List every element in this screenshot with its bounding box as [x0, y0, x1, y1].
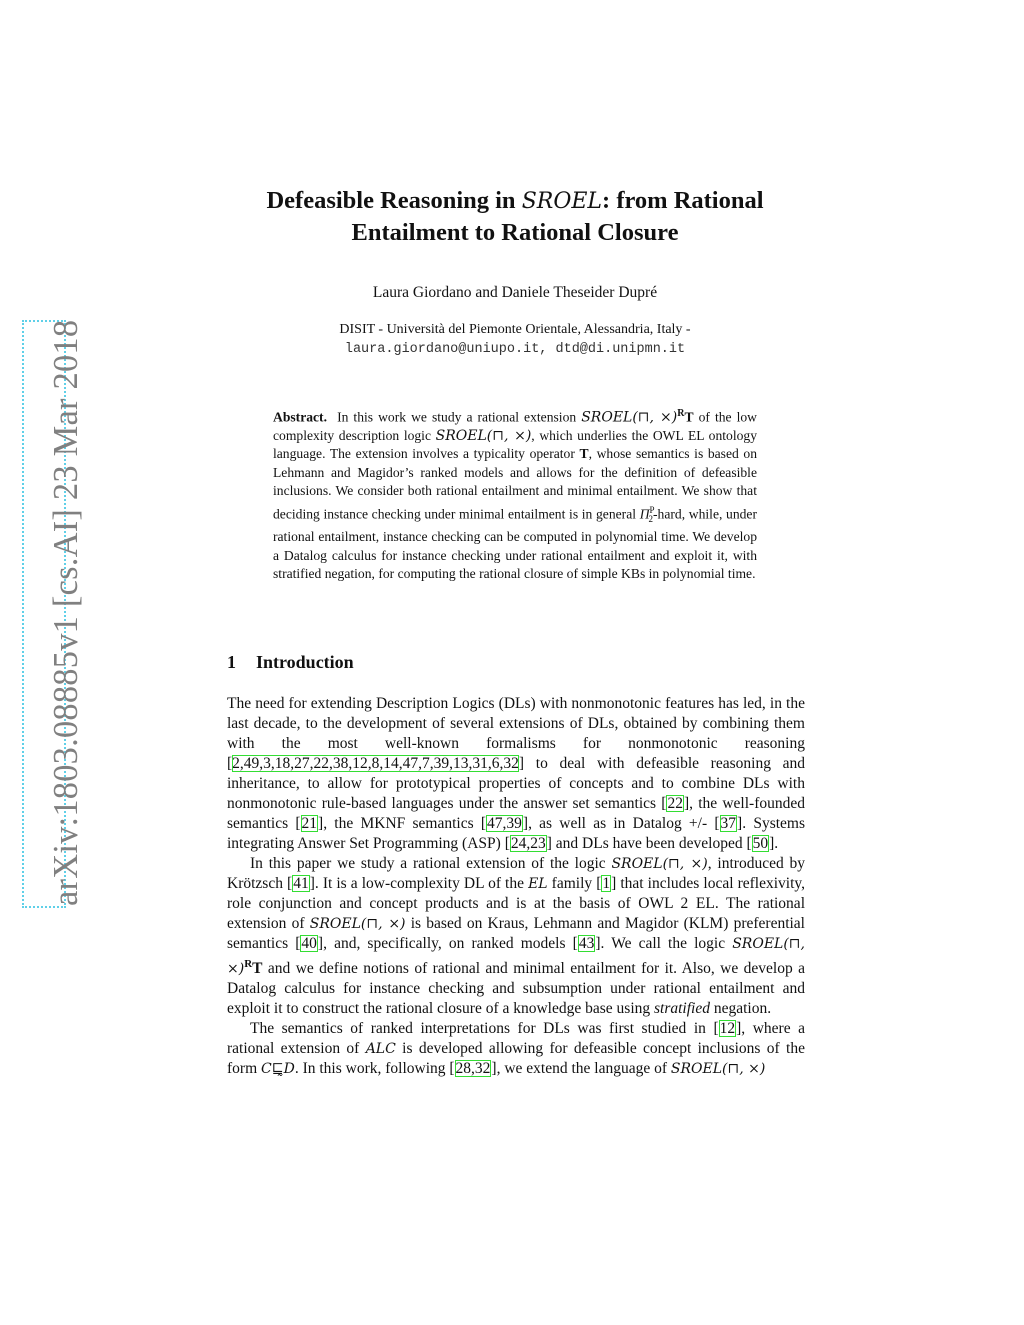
introduction-body	[227, 694, 805, 1079]
citation-link[interactable]: 22	[667, 795, 683, 812]
abstract: Abstract. In this work we study a rational extension SROEL(⊓, ×)$^R$T of the low complexity description logic SROEL(⊓, ×), which underlies the OWL EL ontology language. The extension involves a typicality operator T, whose semantics is based on Lehmann and Magidor’s ranked models and allows for the definition of defeasible inclusions. We consider both rational entailment and minimal entailment. We show that deciding instance checking under minimal entailment is in general $\Pi^P_2$-hard, while, under rational entailment, instance checking can be computed in polynomial time. We develop a Datalog calculus for instance checking under rational entailment and exploit it, with stratified negation, for computing the rational closure of simple KBs in polynomial time.	[273, 408, 758, 582]
paragraph-1: The need for extending Description Logics (DLs) with nonmonotonic features has led, in the last decade, to the development of several extensions of DLs, obtained by combining them with the most well-known formalisms for nonmonotonic reasoning [2,49,3,18,27,22,38,12,8,14,47,7,39,13,31,6,32] to deal with defeasible reasoning and inheritance, to allow for prototypical properties of concepts and to combine DLs with nonmonotonic rule-based languages under the answer set semantics [22], the well-founded semantics [21], the MKNF semantics [47,39], as well as in Datalog +/- [37]. Systems integrating Answer Set Programming (ASP) [24,23] and DLs have been developed [50].	[227, 695, 805, 852]
citation-link[interactable]: 24,23	[510, 835, 546, 852]
paper-title: Defeasible Reasoning in SROEL: from Rational Entailment to Rational Closure	[266, 187, 764, 246]
citation-link[interactable]: 41	[293, 875, 309, 892]
authors: Laura Giordano and Daniele Theseider Dupré	[372, 284, 658, 301]
citation-link[interactable]: 37	[720, 815, 737, 832]
emails[interactable]: laura.giordano@uniupo.it, dtd@di.unipmn.it	[344, 342, 686, 357]
affiliation: DISIT - Università del Piemonte Orientale, Alessandria, Italy - laura.giordano@uniupo.it, dtd@di.unipmn.it	[339, 322, 691, 357]
citation-link[interactable]: 47,39	[487, 815, 522, 832]
citation-link[interactable]: 28,32	[455, 1060, 491, 1078]
citation-link[interactable]: 50	[752, 835, 769, 852]
citation-link[interactable]: 12	[719, 1020, 736, 1038]
citation-link[interactable]: 2,49,3,18,27,22,38,12,8,14,47,7,39,13,31,6,32	[232, 755, 519, 772]
citation-link[interactable]: 1	[602, 875, 611, 892]
paragraph-2: In this paper we study a rational extension of the logic SROEL(⊓, ×), introduced by Krötzsch [41]. It is a low-complexity DL of the EL family [1] that includes local reflexivity, role conjunction and concept products and is at the basis of OWL 2 EL. The rational extension of SROEL(⊓, ×) is based on Kraus, Lehmann and Magidor (KLM) preferential semantics [40], and, specifically, on ranked models [43]. We call the logic SROEL(⊓, ×)$^R$T and we define notions of rational and minimal entailment for it. Also, we develop a Datalog calculus for instance checking and subsumption under rational entailment and exploit it to construct the rational closure of a knowledge base using stratified negation.	[227, 855, 806, 1018]
section-heading: 1 Introduction	[227, 652, 354, 672]
abstract-label: Abstract.	[273, 409, 327, 425]
citation-link[interactable]: 40	[301, 935, 317, 952]
citation-link[interactable]: 21	[301, 815, 318, 832]
citation-link[interactable]: 43	[578, 935, 595, 952]
arxiv-stamp[interactable]: arXiv:1803.08885v1 [cs.AI] 23 Mar 2018	[47, 319, 85, 906]
paragraph-3: The semantics of ranked interpretations for DLs was first studied in [12], where a rational extension of ALC is developed allowing for defeasible concept inclusions of the form C⊑̰D. In this work, following [28,32], we extend the language of SROEL(⊓, ×)	[227, 1020, 805, 1078]
logic-name: SROEL	[521, 189, 603, 214]
